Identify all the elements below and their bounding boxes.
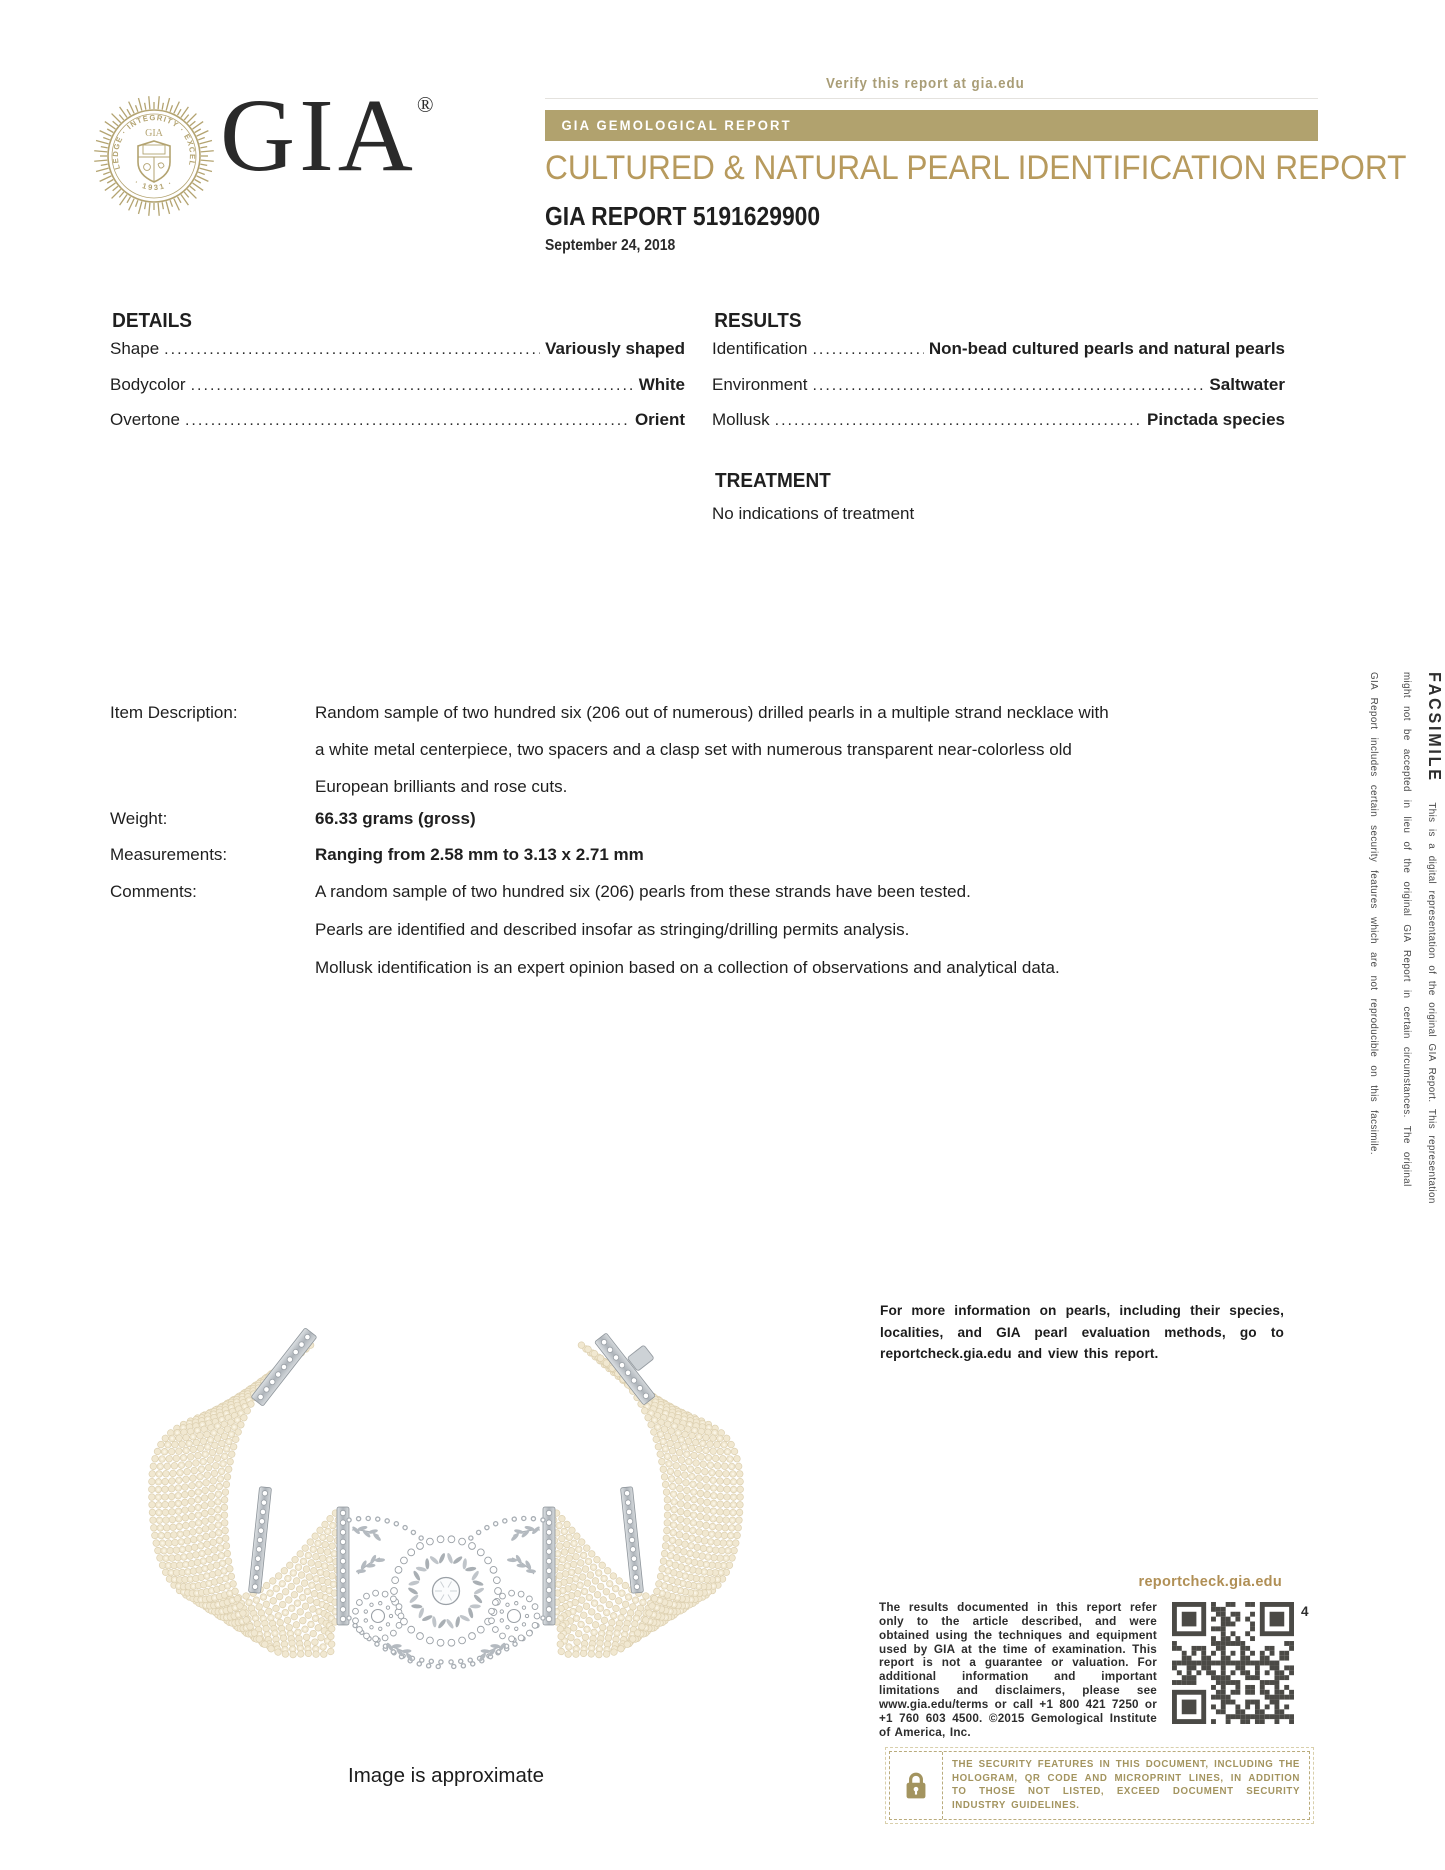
page-edge-line: [545, 98, 1318, 99]
facsimile-title: FACSIMILE: [1425, 672, 1445, 783]
details-heading: DETAILS: [112, 310, 192, 332]
dot-leader: [185, 410, 630, 430]
weight-value: 66.33 grams (gross): [315, 809, 476, 828]
seal-year-text: · 1931 ·: [133, 177, 175, 193]
report-type-band: [545, 110, 1318, 141]
gia-seal-logo: [86, 88, 222, 224]
details-row-shape: Shape ..... Variously shaped: [110, 339, 685, 375]
details-row-overtone: Overtone ..... Orient: [110, 410, 685, 446]
comments-line: Pearls are identified and described insofar as stringing/drilling permits analysis.: [315, 920, 910, 939]
qr-code: [1172, 1602, 1294, 1724]
band-label: GIA GEMOLOGICAL REPORT: [561, 118, 792, 133]
report-date: September 24, 2018: [545, 237, 676, 254]
facsimile-line: FACSIMILEThis is a digital representation of the original GIA Report. This representation: [1425, 672, 1445, 1204]
facsimile-line: might not be accepted in lieu of the original GIA Report in certain circumstances. The original: [1401, 672, 1412, 1187]
item-description-line: a white metal centerpiece, two spacers and a clasp set with numerous transparent near-colorless old: [315, 740, 1072, 759]
results-row-mollusk: Mollusk ..... Pinctada species: [712, 410, 1285, 446]
item-description-line: European brilliants and rose cuts.: [315, 777, 568, 796]
dot-leader: [164, 339, 540, 359]
comments-line: A random sample of two hundred six (206) pearls from these strands have been tested.: [315, 882, 971, 901]
lock-icon: [903, 1771, 929, 1801]
security-features-box: [889, 1751, 1310, 1820]
registered-mark: ®: [416, 92, 434, 117]
report-number: GIA REPORT 5191629900: [545, 201, 821, 231]
treatment-heading: TREATMENT: [715, 470, 831, 492]
seal-ring-text: KNOWLEDGE · INTEGRITY · EXCELLENCE: [110, 113, 198, 171]
image-caption: Image is approximate: [348, 1764, 544, 1787]
comments-label: Comments:: [110, 882, 197, 901]
pearl-info-note: For more information on pearls, including their species, localities, and GIA pearl evaluation methods, go to reportcheck.gia.edu and view this report.: [880, 1303, 1284, 1361]
pearl-necklace-image: [128, 1268, 764, 1688]
lock-icon-cell: [890, 1752, 943, 1819]
report-title: CULTURED & NATURAL PEARL IDENTIFICATION REPORT: [545, 149, 1407, 187]
treatment-text: No indications of treatment: [712, 504, 915, 523]
verify-note: Verify this report at gia.edu: [826, 76, 1025, 92]
facsimile-line: GIA Report includes certain security features which are not reproducible on this facsimile.: [1368, 672, 1379, 1156]
page-number: 4: [1301, 1604, 1309, 1619]
seal-center-monogram: GIA: [145, 128, 163, 139]
results-rows: [712, 339, 1285, 446]
results-row-environment: Environment ..... Saltwater: [712, 375, 1285, 411]
results-row-identification: Identification ..... Non-bead cultured pearls and natural pearls: [712, 339, 1285, 375]
measurements-label: Measurements:: [110, 845, 228, 864]
facsimile-sidebar: [1331, 672, 1445, 1217]
dot-leader: [191, 375, 634, 395]
comments-line: Mollusk identification is an expert opinion based on a collection of observations and analytical data.: [315, 958, 1060, 977]
dot-leader: [775, 410, 1142, 430]
item-description-line: Random sample of two hundred six (206 out of numerous) drilled pearls in a multiple strand necklace with: [315, 703, 1109, 722]
item-description-label: Item Description:: [110, 703, 238, 722]
measurements-value: Ranging from 2.58 mm to 3.13 x 2.71 mm: [315, 845, 644, 864]
reportcheck-url: reportcheck.gia.edu: [1138, 1574, 1282, 1590]
details-row-bodycolor: Bodycolor ..... White: [110, 375, 685, 411]
details-rows: [110, 339, 685, 446]
results-heading: RESULTS: [714, 310, 802, 332]
weight-label: Weight:: [110, 809, 168, 828]
dot-leader: [812, 339, 923, 359]
gia-logotype: GIA®: [220, 78, 434, 193]
security-note-text: THE SECURITY FEATURES IN THIS DOCUMENT, INCLUDING THE HOLOGRAM, QR CODE AND MICROPRINT LINES, IN ADDITION TO THOSE NOT LISTED, EXCEED DOCUMENT SECURITY INDUSTRY GUIDELINES.: [952, 1759, 1300, 1811]
dot-leader: [812, 375, 1204, 395]
disclaimer-text: The results documented in this report refer only to the article described, and were obtained using the techniques and equipment used by GIA at the time of examination. This report is not a guarantee or valuation. For additional information and important limitations and disclaimers, please see www.gia.edu/terms or call +1 800 421 7250 or +1 760 603 4500. ©2015 Gemological Institute of America, Inc.: [879, 1601, 1157, 1739]
